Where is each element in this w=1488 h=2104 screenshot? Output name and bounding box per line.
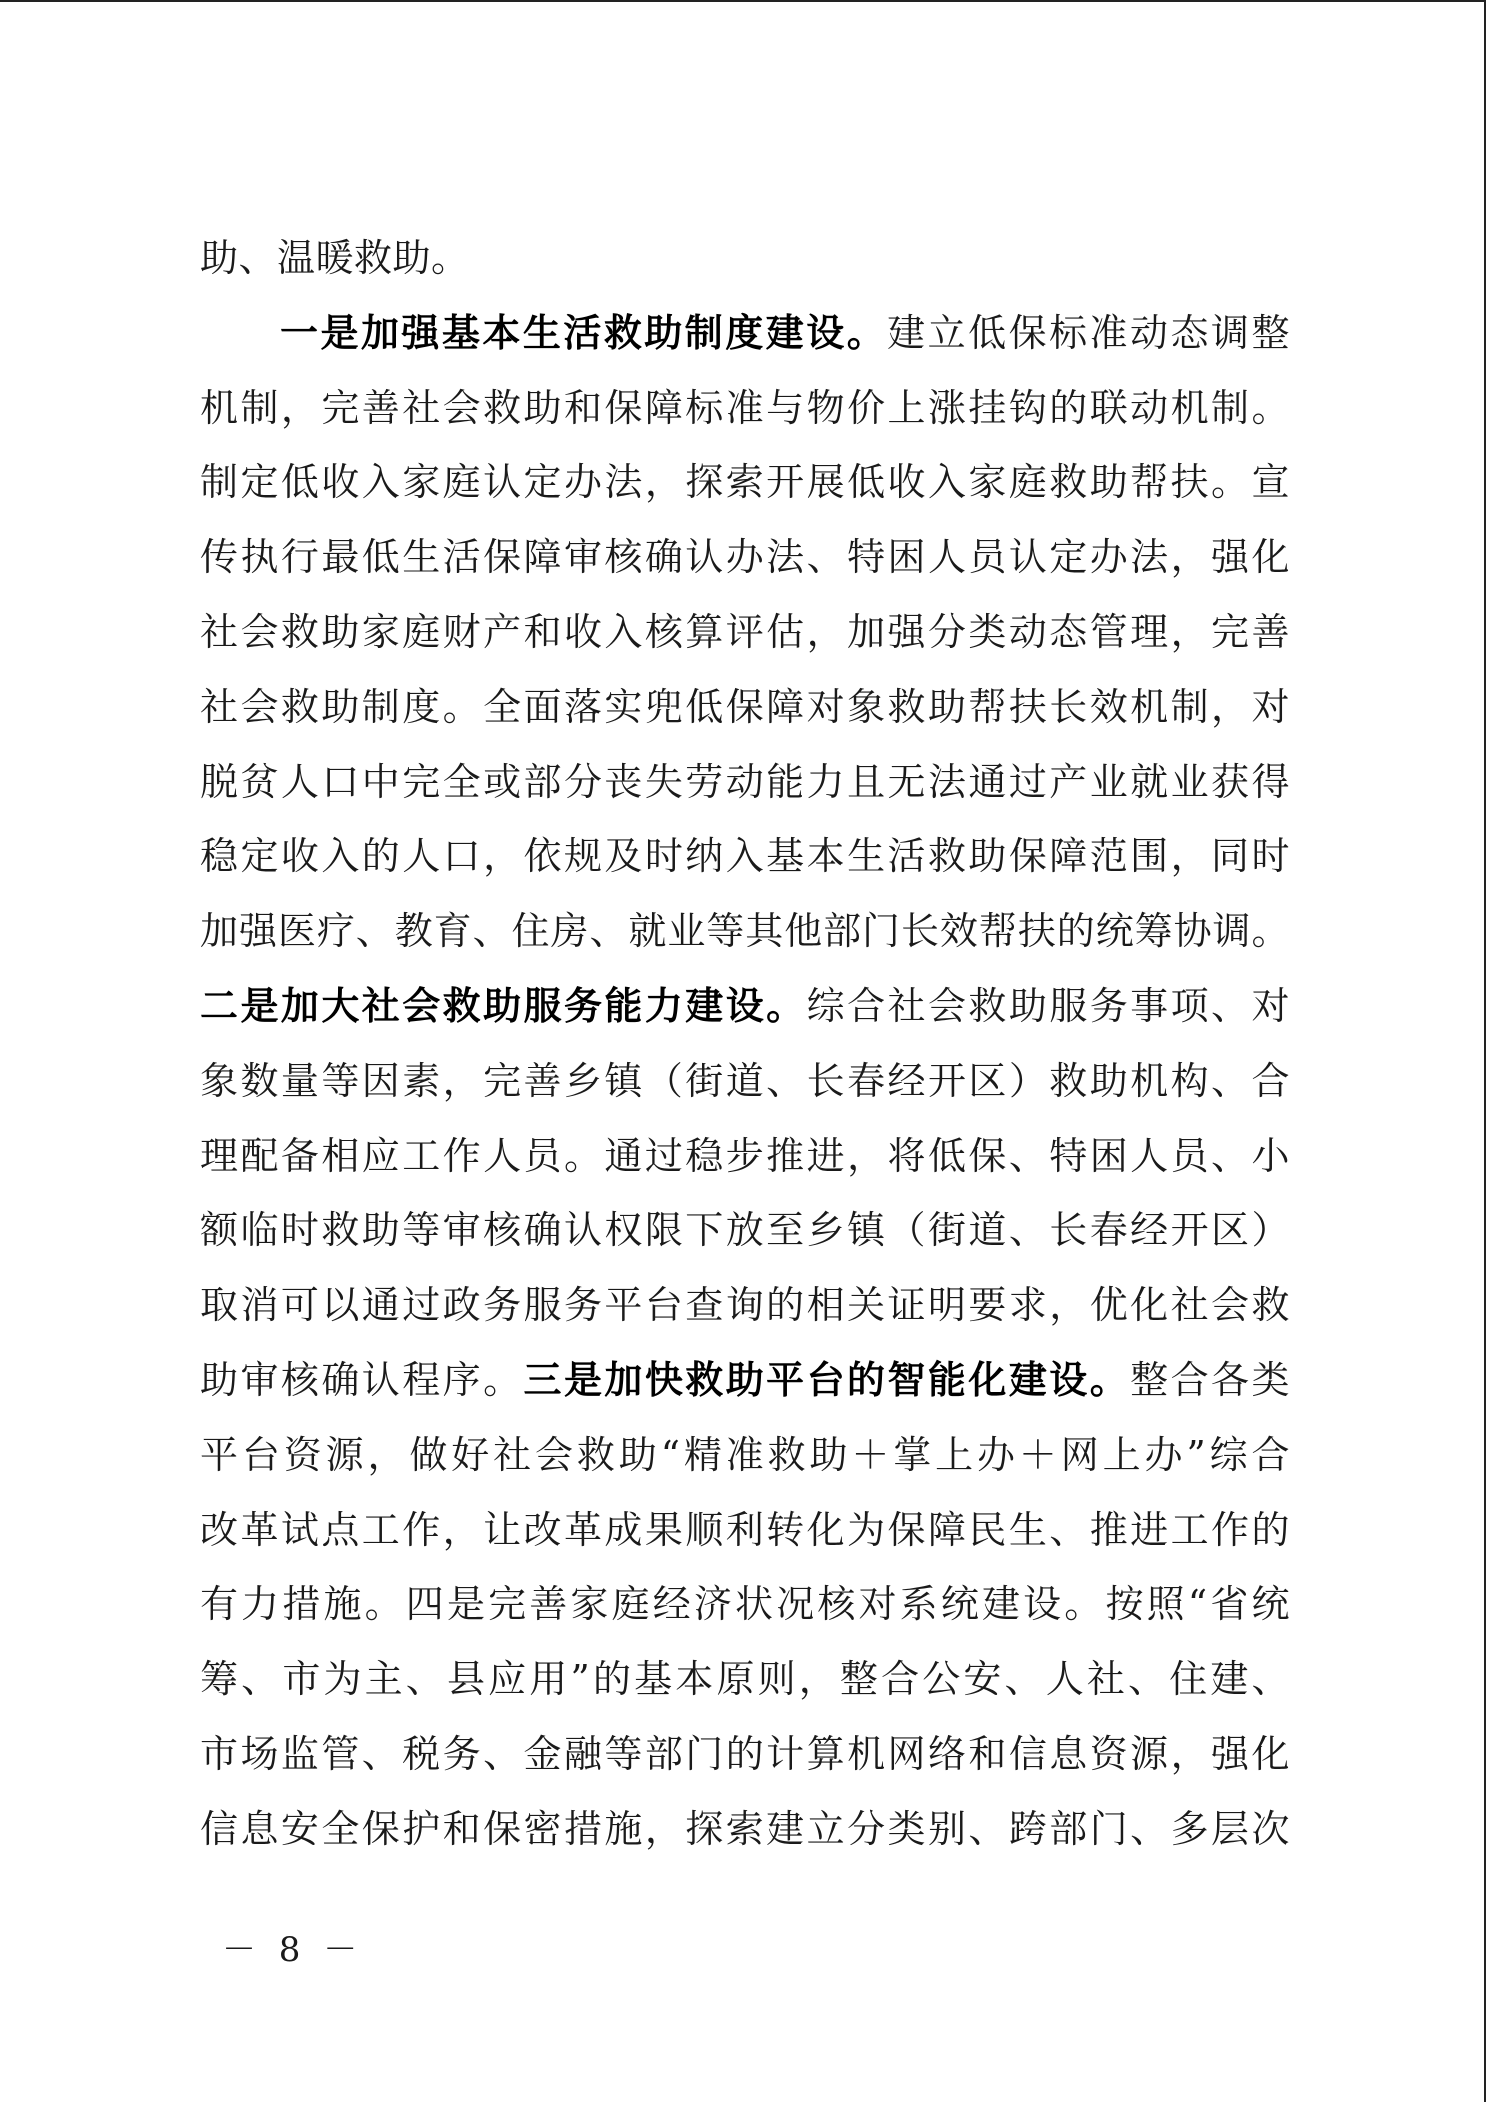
text-run: 改革试点工作，让改革成果顺利转化为保障民生、推进工作的 xyxy=(200,1507,1290,1552)
text-line-11 xyxy=(200,969,1290,1044)
text-line-20 xyxy=(200,1642,1290,1717)
text-line-1 xyxy=(200,221,1290,296)
document-body xyxy=(200,221,1290,1867)
text-line-14 xyxy=(200,1193,1290,1268)
text-run: 有力措施。四是完善家庭经济状况核对系统建设。按照“省统 xyxy=(200,1582,1290,1627)
text-run: 社会救助家庭财产和收入核算评估，加强分类动态管理，完善 xyxy=(200,609,1290,654)
text-line-6 xyxy=(200,595,1290,670)
text-line-16 xyxy=(200,1343,1290,1418)
text-run: 市场监管、税务、金融等部门的计算机网络和信息资源，强化 xyxy=(200,1731,1290,1776)
text-run: 平台资源，做好社会救助“精准救助＋掌上办＋网上办”综合 xyxy=(200,1432,1290,1477)
text-line-2 xyxy=(200,296,1290,371)
text-run: 筹、市为主、县应用”的基本原则，整合公安、人社、住建、 xyxy=(200,1657,1290,1702)
text-run: 社会救助制度。全面落实兜低保障对象救助帮扶长效机制，对 xyxy=(200,684,1290,729)
text-run: 助、温暖救助。 xyxy=(200,236,470,280)
heading-run: 二是加大社会救助服务能力建设。 xyxy=(200,982,807,1028)
text-line-4 xyxy=(200,445,1290,520)
text-line-21 xyxy=(200,1717,1290,1792)
text-line-13 xyxy=(200,1119,1290,1194)
text-line-17 xyxy=(200,1418,1290,1493)
text-run: 助审核确认程序。 xyxy=(200,1357,524,1402)
text-line-22 xyxy=(200,1792,1290,1867)
text-line-8 xyxy=(200,745,1290,820)
text-run: 取消可以通过政务服务平台查询的相关证明要求，优化社会救 xyxy=(200,1283,1290,1328)
text-line-10 xyxy=(200,894,1290,969)
text-run: 理配备相应工作人员。通过稳步推进，将低保、特困人员、小 xyxy=(200,1133,1290,1178)
heading-run: 三是加快救助平台的智能化建设。 xyxy=(523,1356,1131,1402)
text-run: 制定低收入家庭认定办法，探索开展低收入家庭救助帮扶。宣 xyxy=(200,460,1290,505)
text-run: 整合各类 xyxy=(1130,1357,1290,1402)
text-run: 信息安全保护和保密措施，探索建立分类别、跨部门、多层次 xyxy=(200,1806,1290,1851)
heading-run: 一是加强基本生活救助制度建设。 xyxy=(280,309,888,355)
text-line-7 xyxy=(200,670,1290,745)
text-line-15 xyxy=(200,1268,1290,1343)
text-run: 稳定收入的人口，依规及时纳入基本生活救助保障范围，同时 xyxy=(200,834,1290,879)
text-run: 额临时救助等审核确认权限下放至乡镇（街道、长春经开区） xyxy=(200,1208,1290,1253)
text-line-12 xyxy=(200,1044,1290,1119)
page-number: － 8 － xyxy=(222,1930,364,1970)
text-line-9 xyxy=(200,819,1290,894)
text-line-19 xyxy=(200,1567,1290,1642)
text-run: 加强医疗、教育、住房、就业等其他部门长效帮扶的统筹协调。 xyxy=(200,909,1290,954)
text-run: 传执行最低生活保障审核确认办法、特困人员认定办法，强化 xyxy=(200,535,1290,580)
text-line-18 xyxy=(200,1493,1290,1568)
text-run: 综合社会救助服务事项、对 xyxy=(806,983,1290,1028)
text-run: 建立低保标准动态调整 xyxy=(887,310,1290,355)
text-line-3 xyxy=(200,371,1290,446)
text-run: 脱贫人口中完全或部分丧失劳动能力且无法通过产业就业获得 xyxy=(200,759,1290,804)
text-line-5 xyxy=(200,520,1290,595)
text-run: 机制，完善社会救助和保障标准与物价上涨挂钩的联动机制。 xyxy=(200,385,1290,430)
text-run: 象数量等因素，完善乡镇（街道、长春经开区）救助机构、合 xyxy=(200,1058,1290,1103)
